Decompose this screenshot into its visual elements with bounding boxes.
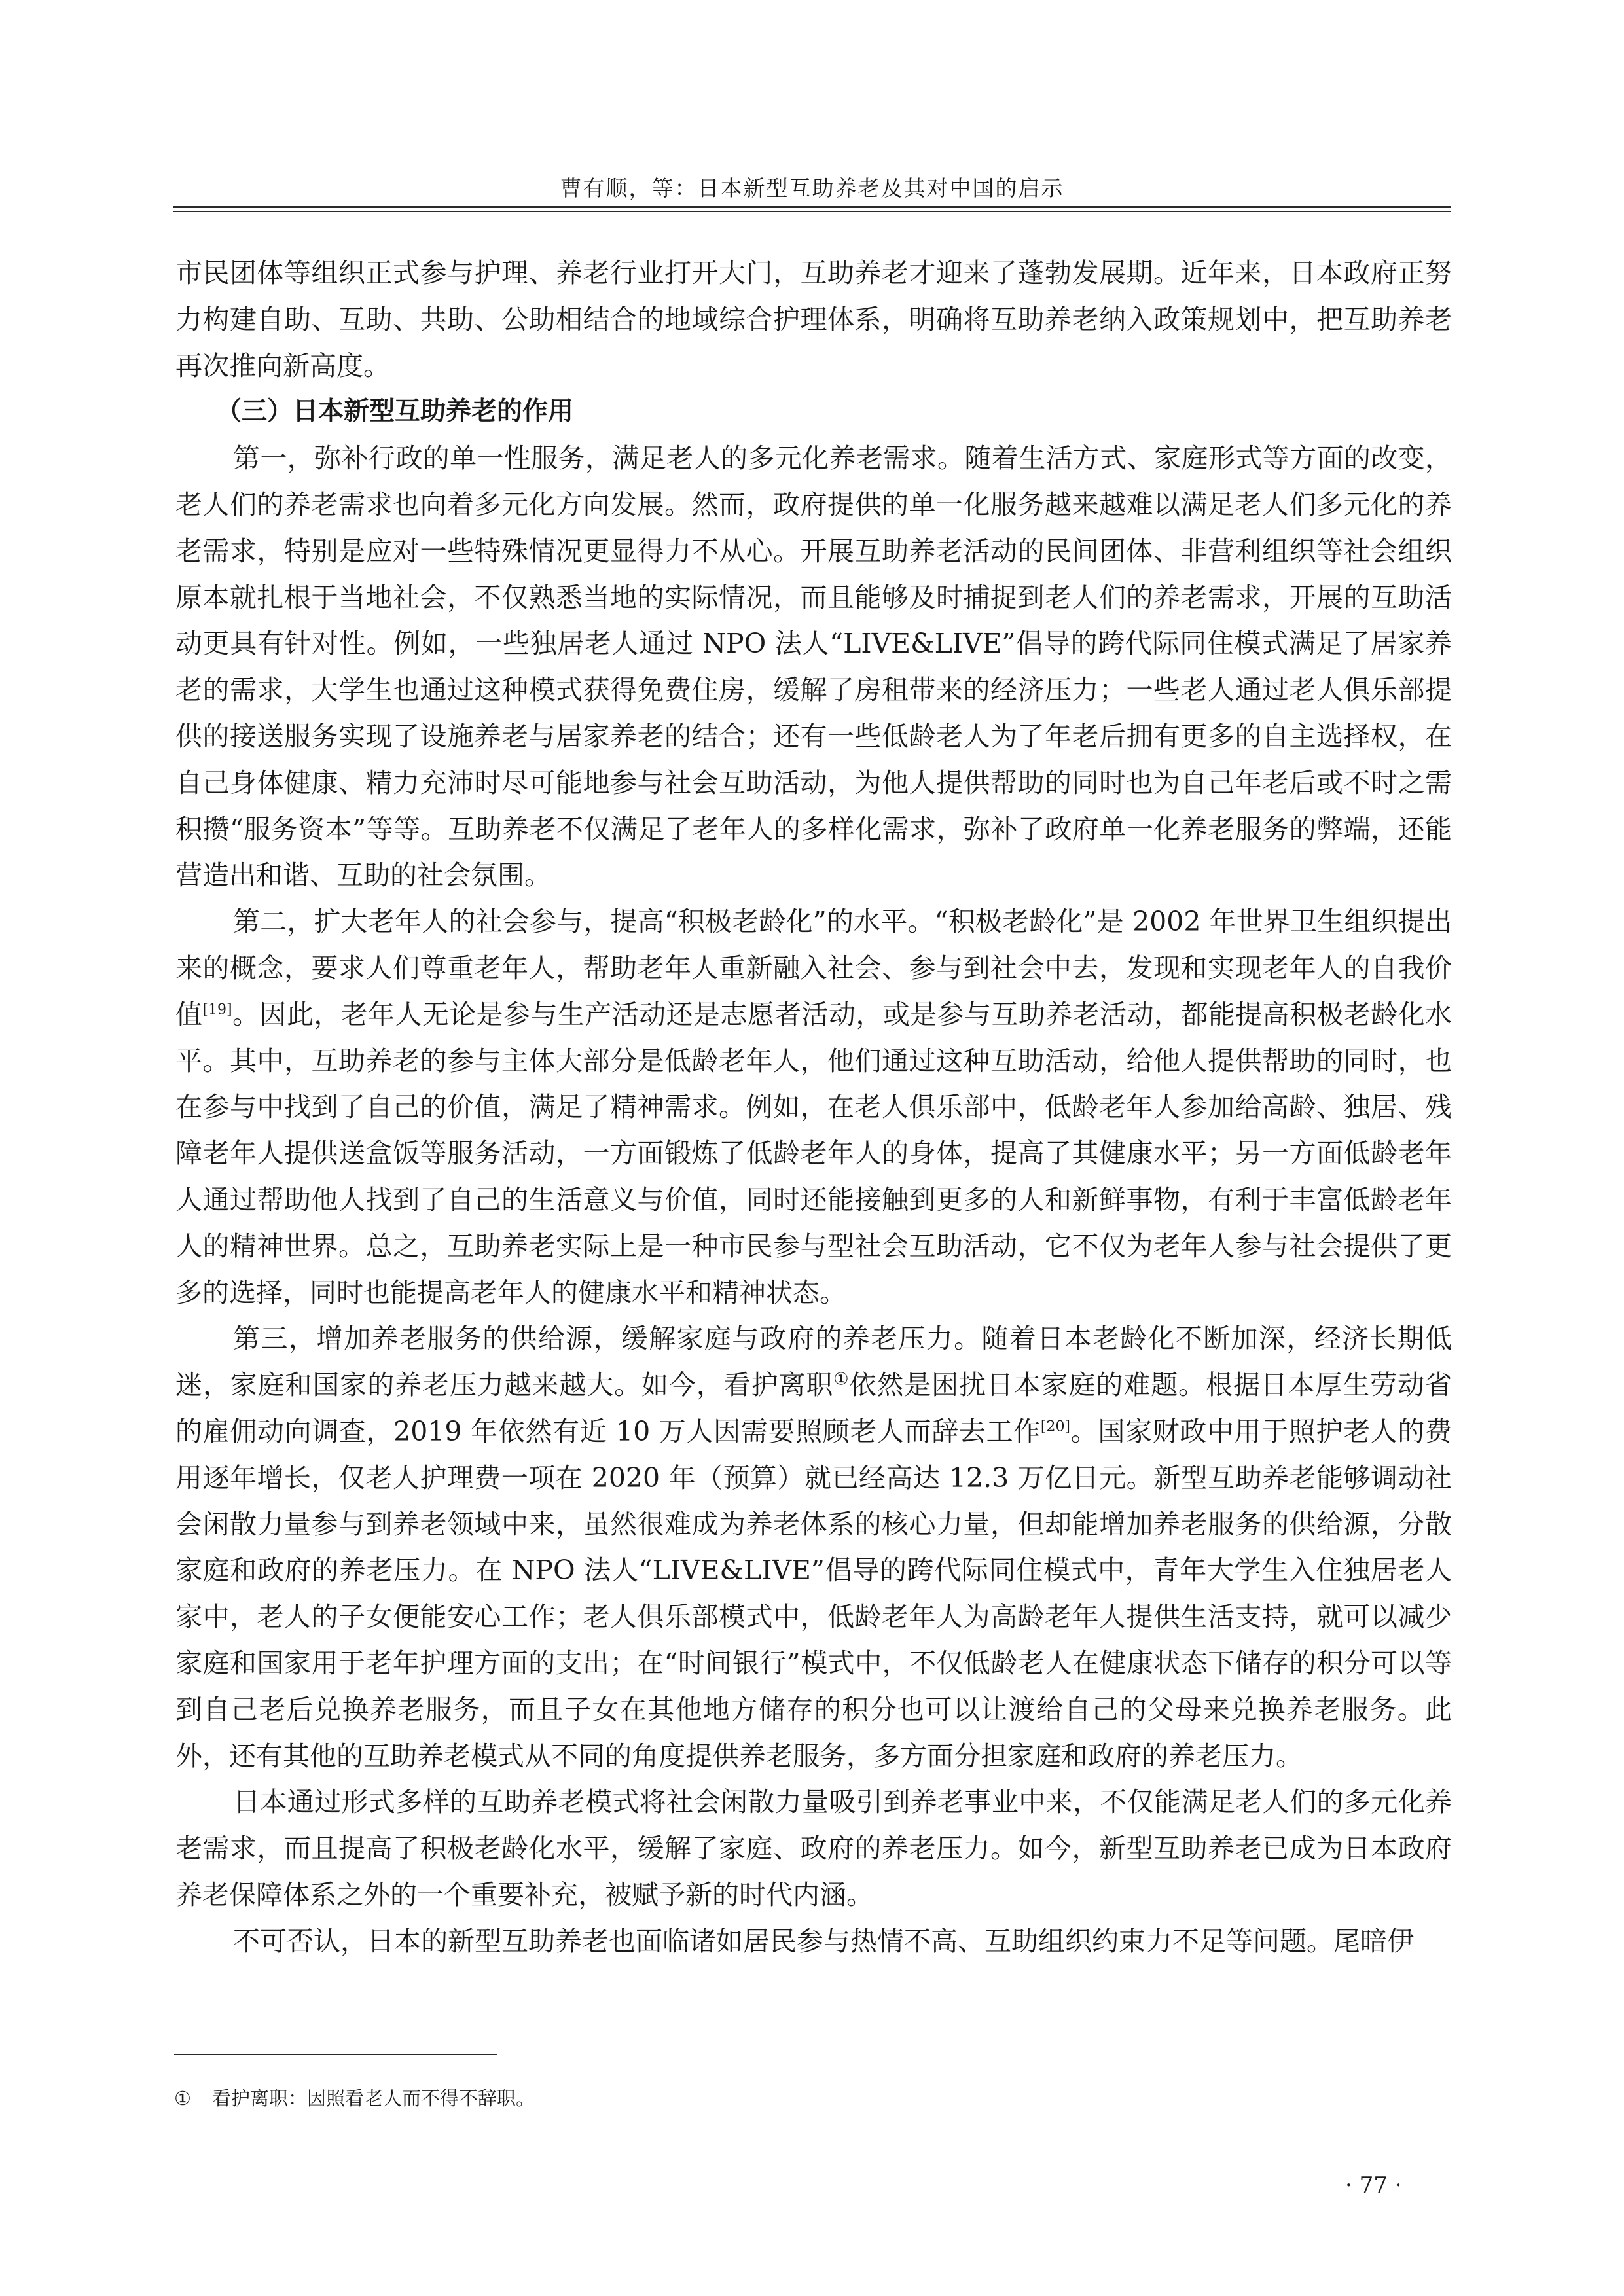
body-text [175, 250, 1452, 1964]
footnote-marker: ① [833, 1369, 850, 1390]
paragraph-3 [175, 899, 1452, 1316]
paragraph-3-part-b: 。因此，老年人无论是参与生产活动还是志愿者活动，或是参与互助养老活动，都能提高积极老龄化水平。其中，互助养老的参与主体大部分是低龄老年人，他们通过这种互助活动，给他人提供帮助的同时，也在参与中找到了自己的价值，满足了精神需求。例如，在老人俱乐部中，低龄老年人参加给高龄、独居、残障老年人提供送盒饭等服务活动，一方面锻炼了低龄老年人的身体，提高了其健康水平；另一方面低龄老年人通过帮助他人找到了自己的生活意义与价值，同时还能接触到更多的人和新鲜事物，有利于丰富低龄老年人的精神世界。总之，互助养老实际上是一种市民参与型社会互助活动，它不仅为老年人参与社会提供了更多的选择，同时也能提高老年人的健康水平和精神状态。 [175, 998, 1453, 1308]
paragraph-6: 不可否认，日本的新型互助养老也面临诸如居民参与热情不高、互助组织约束力不足等问题。尾暗伊 [233, 1925, 1414, 1957]
page-number: · 77 · [1345, 2172, 1402, 2198]
paragraph-2: 第一，弥补行政的单一性服务，满足老人的多元化养老需求。随着生活方式、家庭形式等方面的改变，老人们的养老需求也向着多元化方向发展。然而，政府提供的单一化服务越来越难以满足老人们多元化的养老需求，特别是应对一些特殊情况更显得力不从心。开展互助养老活动的民间团体、非营利组织等社会组织原本就扎根于当地社会，不仅熟悉当地的实际情况，而且能够及时捕捉到老人们的养老需求，开展的互助活动更具有针对性。例如，一些独居老人通过 NPO 法人“LIVE&LIVE”倡导的跨代际同住模式满足了居家养老的需求，大学生也通过这种模式获得免费住房，缓解了房租带来的经济压力；一些老人通过老人俱乐部提供的接送服务实现了设施养老与居家养老的结合；还有一些低龄老人为了年老后拥有更多的自主选择权，在自己身体健康、精力充沛时尽可能地参与社会互助活动，为他人提供帮助的同时也为自己年老后或不时之需积攒“服务资本”等等。互助养老不仅满足了老年人的多样化需求，弥补了政府单一化养老服务的弊端，还能营造出和谐、互助的社会氛围。 [175, 442, 1452, 891]
citation-19: [19] [202, 1001, 232, 1018]
header-rule [173, 206, 1451, 208]
section-heading: （三）日本新型互助养老的作用 [216, 397, 574, 427]
paragraph-4-part-a: 第三，增加养老服务的供给源，缓解家庭与政府的养老压力。随着日本老龄化不断加深，经济长期低迷，家庭和国家的养老压力越来越大。如今，看护离职 [175, 1323, 1452, 1401]
paragraph-4 [175, 1316, 1452, 1779]
paragraph-1: 市民团体等组织正式参与护理、养老行业打开大门，互助养老才迎来了蓬勃发展期。近年来，日本政府正努力构建自助、互助、共助、公助相结合的地域综合护理体系，明确将互助养老纳入政策规划中，把互助养老再次推向新高度。 [175, 257, 1452, 382]
paragraph-5: 日本通过形式多样的互助养老模式将社会闲散力量吸引到养老事业中来，不仅能满足老人们的多元化养老需求，而且提高了积极老龄化水平，缓解了家庭、政府的养老压力。如今，新型互助养老已成为日本政府养老保障体系之外的一个重要补充，被赋予新的时代内涵。 [175, 1786, 1452, 1910]
paragraph-4-part-b: 依然是困扰日本家庭的难题。根据日本厚生劳动省的雇佣动向调查，2019 年依然有近 10 万人因需要照顾老人而辞去工作 [175, 1369, 1453, 1447]
footnote-number: ① [174, 2087, 191, 2109]
citation-20: [20] [1040, 1418, 1071, 1435]
header-rule-thin [173, 211, 1451, 212]
running-header: 曹有顺，等：日本新型互助养老及其对中国的启示 [560, 175, 1064, 201]
footnote [174, 2086, 535, 2111]
paragraph-4-part-c: 。国家财政中用于照护老人的费用逐年增长，仅老人护理费一项在 2020 年（预算）就已经高达 12.3 万亿日元。新型互助养老能够调动社会闲散力量参与到养老领域中来，虽然很难成为养老体系的核心力量，但却能增加养老服务的供给源，分散家庭和政府的养老压力。在 NPO 法人“LIVE&LIVE”倡导的跨代际同住模式中，青年大学生入住独居老人家中，老人的子女便能安心工作；老人俱乐部模式中，低龄老年人为高龄老年人提供生活支持，就可以减少家庭和国家用于老年护理方面的支出；在“时间银行”模式中，不仅低龄老人在健康状态下储存的积分可以等到自己老后兑换养老服务，而且子女在其他地方储存的积分也可以让渡给自己的父母来兑换养老服务。此外，还有其他的互助养老模式从不同的角度提供养老服务，多方面分担家庭和政府的养老压力。 [175, 1415, 1453, 1772]
footnote-rule [174, 2054, 497, 2055]
paragraph-3-part-a: 第二，扩大老年人的社会参与，提高“积极老龄化”的水平。“积极老龄化”是 2002 年世界卫生组织提出来的概念，要求人们尊重老年人，帮助老年人重新融入社会、参与到社会中去，发现和实现老年人的自我价值 [175, 906, 1452, 1030]
footnote-text: 看护离职：因照看老人而不得不辞职。 [212, 2087, 535, 2109]
